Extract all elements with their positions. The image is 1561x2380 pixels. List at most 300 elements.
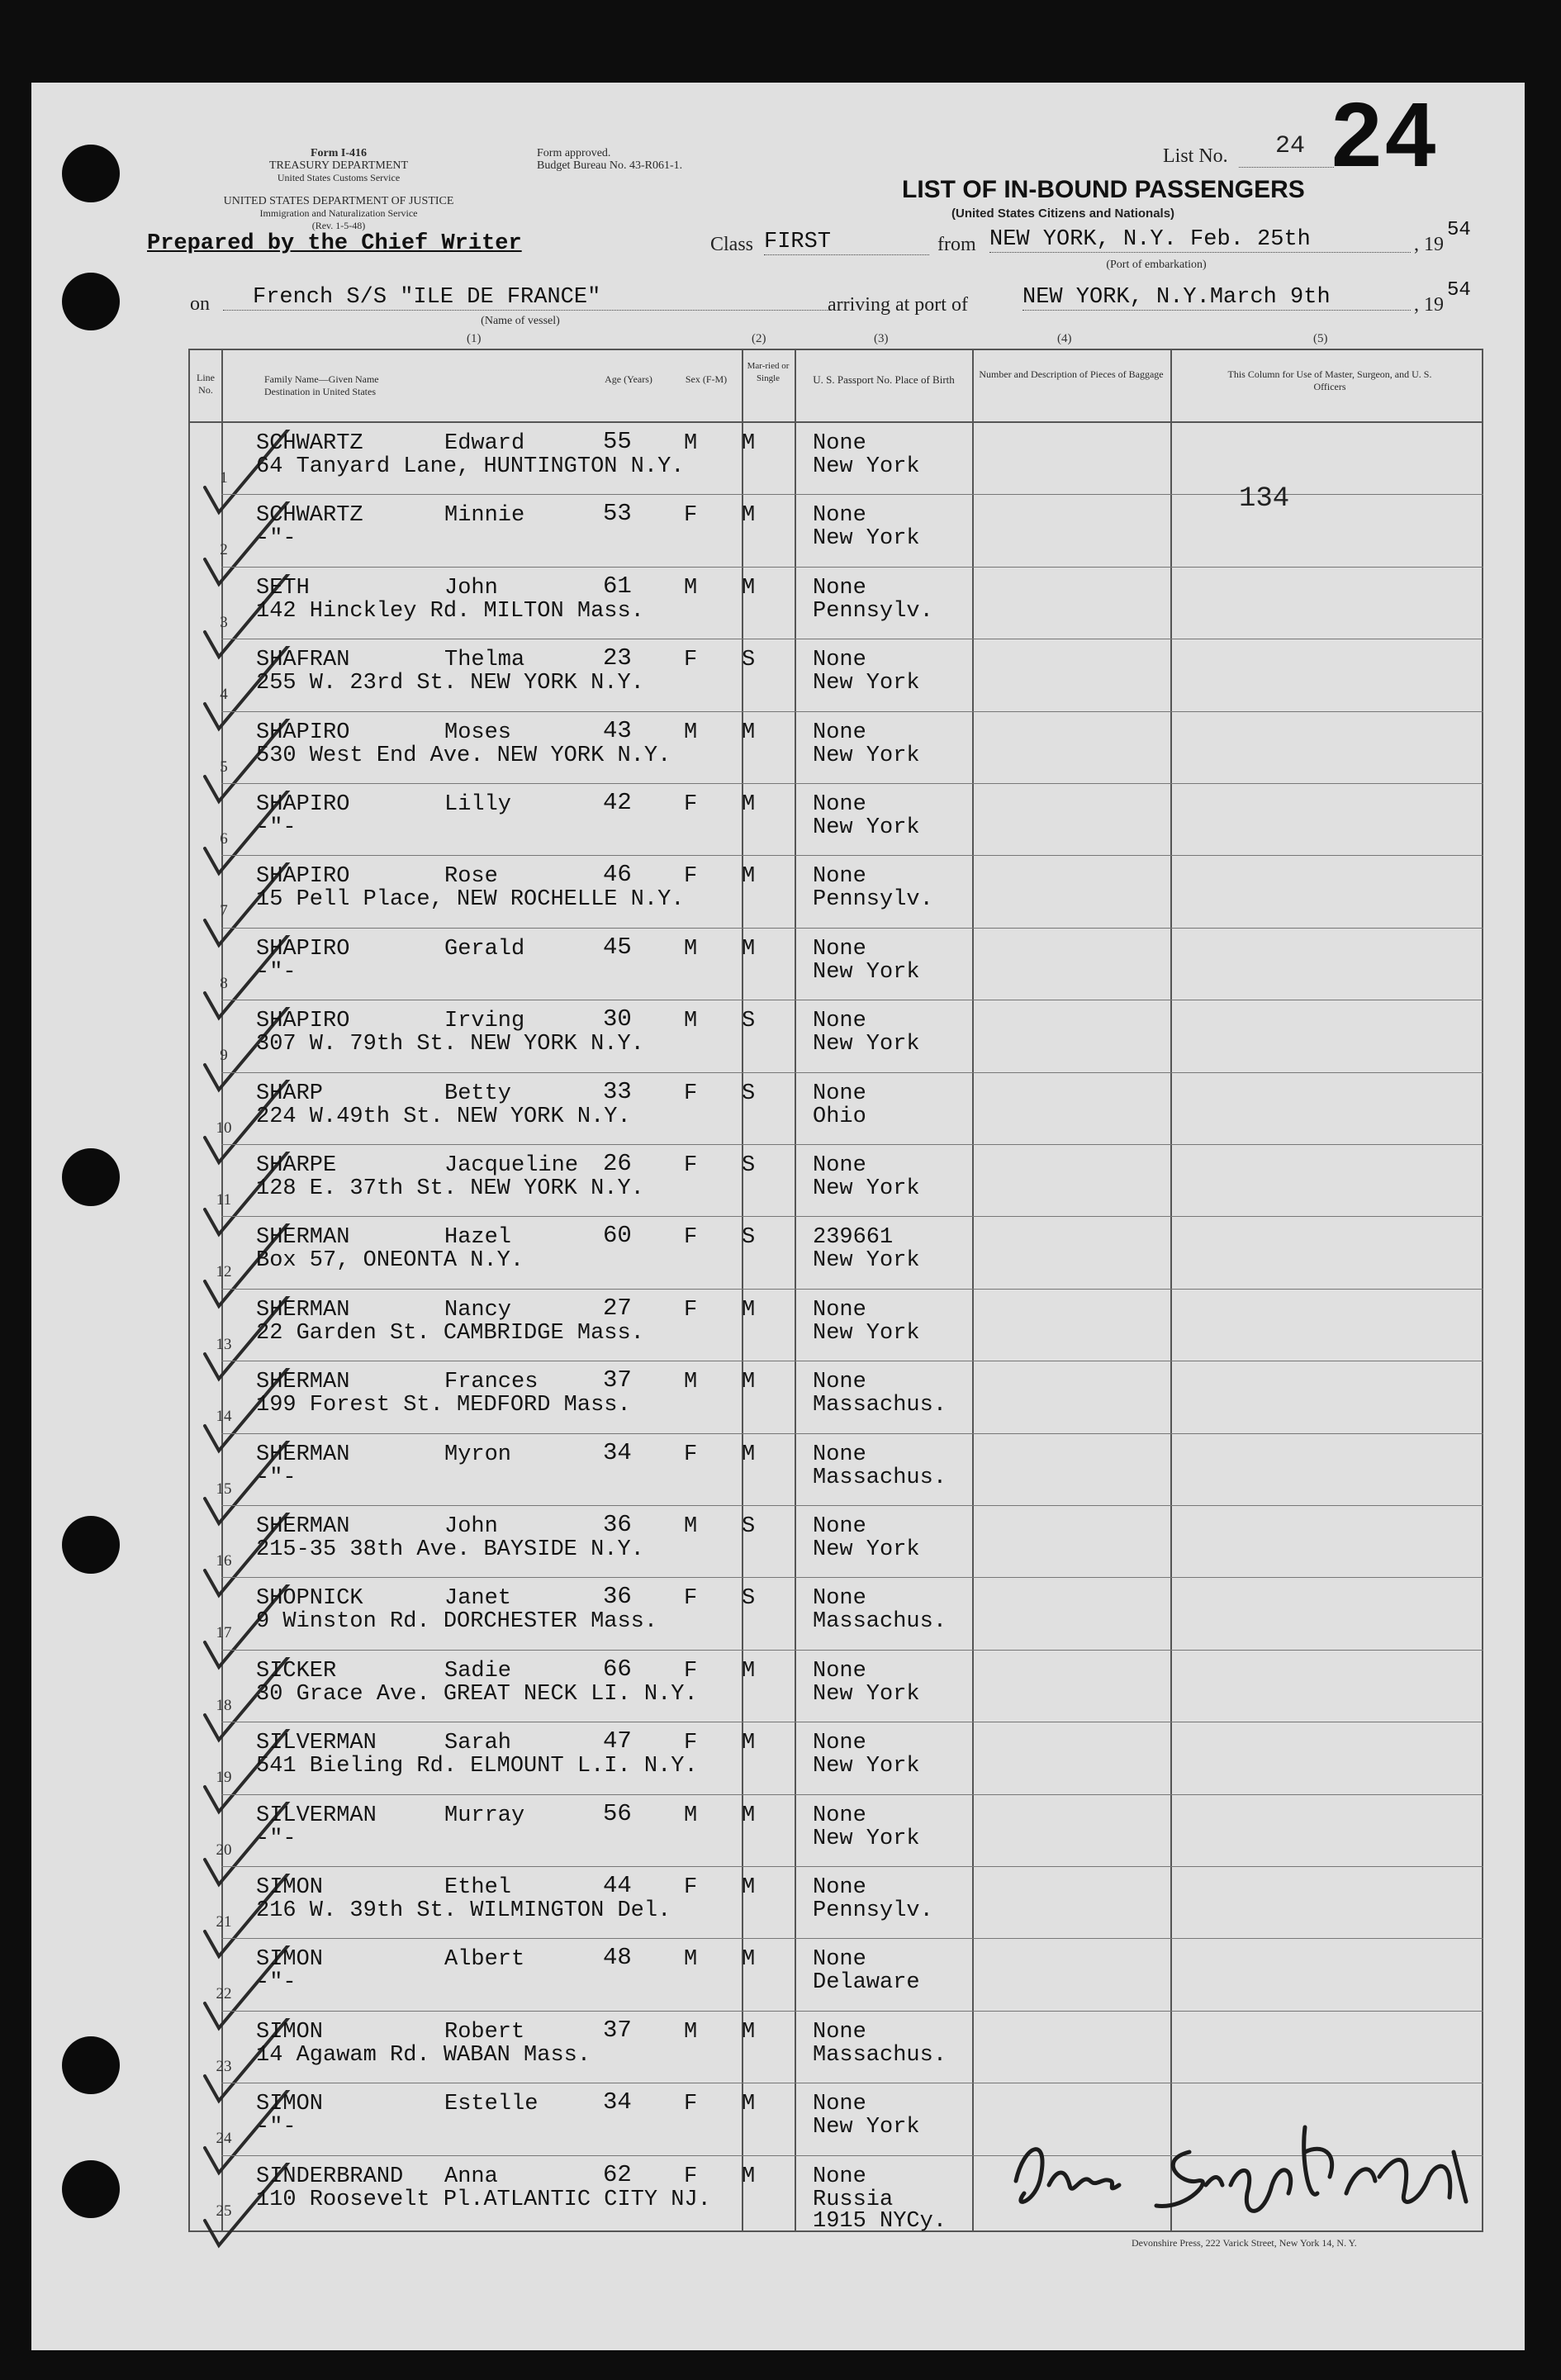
inspector-signature (991, 2102, 1503, 2243)
age: 47 (603, 1727, 632, 1755)
destination-address: -"- (256, 815, 297, 840)
sex: F (684, 1153, 698, 1178)
line-number: 17 (216, 1624, 232, 1642)
family-name: SILVERMAN (256, 1731, 377, 1756)
list-no-label: List No. (1163, 145, 1228, 167)
family-name: SILVERMAN (256, 1803, 377, 1828)
destination-address: -"- (256, 2115, 297, 2140)
place-of-birth: Massachus. (813, 1393, 947, 1418)
passport-number: None (813, 1081, 866, 1106)
line-number: 20 (216, 1841, 232, 1859)
given-name: Albert (444, 1947, 525, 1973)
line-number: 22 (216, 1985, 232, 2003)
place-of-birth: Massachus. (813, 2042, 947, 2068)
age: 23 (603, 644, 632, 672)
passport-number: None (813, 720, 866, 745)
given-name: Minnie (444, 503, 525, 529)
destination-address: Box 57, ONEONTA N.Y. (256, 1248, 524, 1274)
sex: F (684, 2092, 698, 2117)
sex: F (684, 1225, 698, 1251)
line-number: 8 (220, 974, 228, 992)
given-name: John (444, 575, 498, 601)
family-name: SETH (256, 575, 310, 601)
table-row (188, 712, 1483, 785)
given-name: Murray (444, 1803, 525, 1828)
sex: M (684, 1009, 698, 1034)
sex: F (684, 864, 698, 890)
header-line-no: Line No. (197, 372, 215, 396)
age: 37 (603, 2016, 632, 2044)
age: 44 (603, 1872, 632, 1899)
destination-address: 15 Pell Place, NEW ROCHELLE N.Y. (256, 887, 685, 913)
marital-status: M (742, 1297, 756, 1323)
header-name-destination: Family Name—Given Name Destination in United States (264, 373, 379, 397)
sex: M (684, 575, 698, 601)
passport-number: None (813, 648, 866, 673)
age: 61 (603, 572, 632, 600)
passport-number: None (813, 1297, 866, 1323)
table-row (188, 1290, 1483, 1362)
line-number: 19 (216, 1769, 232, 1787)
age: 53 (603, 500, 632, 528)
form-agency-block (215, 147, 463, 184)
given-name: Lilly (444, 792, 512, 817)
marital-status: M (742, 2164, 756, 2189)
marital-status: S (742, 648, 756, 673)
line-number: 12 (216, 1263, 232, 1281)
place-of-birth: New York (813, 1826, 920, 1851)
family-name: SHERMAN (256, 1225, 350, 1251)
family-name: SHERMAN (256, 1514, 350, 1539)
place-of-birth: New York (813, 454, 920, 479)
destination-address: -"- (256, 526, 297, 552)
given-name: Janet (444, 1586, 512, 1612)
family-name: SHARPE (256, 1153, 337, 1178)
year2-suffix: 54 (1447, 279, 1471, 302)
justice-dept: UNITED STATES DEPARTMENT OF JUSTICE (223, 195, 454, 207)
place-of-birth: New York (813, 526, 920, 552)
passport-number: 239661 (813, 1225, 894, 1251)
marital-status: S (742, 1586, 756, 1612)
table-row (188, 1506, 1483, 1579)
destination-address: 9 Winston Rd. DORCHESTER Mass. (256, 1609, 658, 1635)
header-passport: U. S. Passport No. Place of Birth (813, 373, 955, 386)
table-row (188, 1217, 1483, 1290)
year1-suffix: 54 (1447, 219, 1471, 241)
given-name: Sarah (444, 1731, 512, 1756)
marital-status: S (742, 1081, 756, 1106)
place-of-birth: New York (813, 1032, 920, 1057)
line-number: 14 (216, 1408, 232, 1426)
destination-address: 110 Roosevelt Pl.ATLANTIC CITY NJ. (256, 2187, 711, 2212)
family-name: SIMON (256, 1947, 324, 1973)
header-officers: This Column for Use of Master, Surgeon, and U. S. Officers (1227, 368, 1432, 392)
marital-status: M (742, 1442, 756, 1467)
place-of-birth: New York (813, 1681, 920, 1707)
family-name: SHOPNICK (256, 1586, 363, 1612)
col-num-2: (2) (752, 332, 766, 345)
line-number: 4 (220, 686, 228, 704)
given-name: Nancy (444, 1297, 512, 1323)
destination-address: -"- (256, 1465, 297, 1490)
marital-status: M (742, 864, 756, 890)
family-name: SCHWARTZ (256, 431, 363, 456)
naturalization-note: 1915 NYCy. (813, 2208, 947, 2234)
marital-status: M (742, 503, 756, 529)
punch-hole (62, 1148, 120, 1206)
line-number: 2 (220, 541, 228, 559)
family-name: SHAFRAN (256, 648, 350, 673)
passport-number: None (813, 1875, 866, 1900)
marital-status: M (742, 1947, 756, 1973)
passport-number: None (813, 575, 866, 601)
table-row (188, 1795, 1483, 1868)
passport-number: None (813, 1731, 866, 1756)
class-label: Class (710, 234, 754, 255)
place-of-birth: New York (813, 2115, 920, 2140)
line-number: 21 (216, 1913, 232, 1931)
line-number: 16 (216, 1552, 232, 1570)
header-age: Age (Years) (605, 373, 652, 385)
place-of-birth: New York (813, 1537, 920, 1562)
family-name: SHAPIRO (256, 792, 350, 817)
age: 56 (603, 1799, 632, 1827)
place-of-birth: New York (813, 743, 920, 768)
ins-label: Immigration and Naturalization Service (259, 207, 418, 219)
destination-address: 22 Garden St. CAMBRIDGE Mass. (256, 1320, 644, 1346)
passport-number: None (813, 864, 866, 890)
given-name: Irving (444, 1009, 525, 1034)
table-row (188, 1578, 1483, 1651)
form-number: Form I-416 (310, 147, 368, 159)
family-name: SIMON (256, 2092, 324, 2117)
vessel-caption: (Name of vessel) (481, 315, 560, 327)
place-of-birth: New York (813, 1320, 920, 1346)
marital-status: M (742, 792, 756, 817)
sex: F (684, 1875, 698, 1900)
age: 33 (603, 1077, 632, 1105)
age: 27 (603, 1294, 632, 1322)
col-num-3: (3) (874, 332, 889, 345)
header-married: Mar-ried or Single (747, 361, 790, 383)
customs-service: United States Customs Service (277, 172, 401, 183)
table-row (188, 1145, 1483, 1218)
justice-block (186, 195, 491, 232)
passport-number: None (813, 503, 866, 529)
line-number: 6 (220, 830, 228, 848)
marital-status: M (742, 936, 756, 962)
given-name: Edward (444, 431, 525, 456)
passport-number: None (813, 792, 866, 817)
table-row (188, 1867, 1483, 1940)
line-number: 9 (220, 1047, 228, 1065)
place-of-birth: Pennsylv. (813, 1898, 933, 1923)
family-name: SINDERBRAND (256, 2164, 404, 2189)
form-approved: Form approved. (537, 147, 611, 159)
passport-number: None (813, 431, 866, 456)
destination-address: -"- (256, 1826, 297, 1851)
passport-number: None (813, 2092, 866, 2117)
destination-address: 255 W. 23rd St. NEW YORK N.Y. (256, 671, 644, 696)
passport-number: None (813, 1586, 866, 1612)
approval-block (537, 147, 785, 172)
passport-number: None (813, 1803, 866, 1828)
line-number: 5 (220, 758, 228, 776)
marital-status: S (742, 1514, 756, 1539)
sex: F (684, 648, 698, 673)
prepared-by: Prepared by the Chief Writer (147, 231, 522, 256)
treasury-dept: TREASURY DEPARTMENT (268, 159, 409, 172)
marital-status: S (742, 1009, 756, 1034)
passport-number: None (813, 1658, 866, 1684)
given-name: Anna (444, 2164, 498, 2189)
header-baggage: Number and Description of Pieces of Baggage (979, 368, 1164, 380)
place-of-birth: Delaware (813, 1970, 920, 1996)
given-name: Sadie (444, 1658, 512, 1684)
age: 48 (603, 1944, 632, 1972)
sex: M (684, 1514, 698, 1539)
age: 36 (603, 1511, 632, 1538)
table-row (188, 639, 1483, 712)
sex: M (684, 720, 698, 745)
place-of-birth: New York (813, 959, 920, 985)
family-name: SHAPIRO (256, 720, 350, 745)
line-number: 25 (216, 2202, 232, 2220)
table-row (188, 784, 1483, 857)
line-number: 11 (216, 1191, 232, 1209)
table-row (188, 1434, 1483, 1507)
list-no-stamp: 24 (1331, 84, 1440, 186)
punch-hole (62, 2160, 120, 2218)
age: 62 (603, 2160, 632, 2188)
age: 26 (603, 1150, 632, 1177)
passport-number: None (813, 936, 866, 962)
punch-hole (62, 273, 120, 330)
marital-status: S (742, 1225, 756, 1251)
sex: F (684, 1442, 698, 1467)
destination-address: 14 Agawam Rd. WABAN Mass. (256, 2042, 591, 2068)
place-of-birth: Pennsylv. (813, 887, 933, 913)
destination-address: 224 W.49th St. NEW YORK N.Y. (256, 1104, 631, 1129)
printer-footer: Devonshire Press, 222 Varick Street, New York 14, N. Y. (1132, 2237, 1357, 2249)
col-num-4: (4) (1057, 332, 1072, 345)
table-row (188, 1722, 1483, 1795)
line-number: 7 (220, 902, 228, 920)
age: 42 (603, 789, 632, 816)
passport-number: None (813, 2164, 866, 2189)
line-number: 13 (216, 1335, 232, 1353)
table-row (188, 568, 1483, 640)
place-of-birth: New York (813, 671, 920, 696)
destination-address: 216 W. 39th St. WILMINGTON Del. (256, 1898, 671, 1923)
destination-address: 530 West End Ave. NEW YORK N.Y. (256, 743, 671, 768)
class-value: FIRST (764, 230, 929, 255)
line-number: 18 (216, 1696, 232, 1714)
table-row (188, 1939, 1483, 2012)
marital-status: M (742, 1803, 756, 1828)
given-name: Thelma (444, 648, 525, 673)
place-of-birth: New York (813, 1248, 920, 1274)
punch-hole (62, 1516, 120, 1574)
age: 55 (603, 428, 632, 455)
given-name: Robert (444, 2019, 525, 2045)
given-name: Moses (444, 720, 512, 745)
sex: F (684, 2164, 698, 2189)
family-name: SCHWARTZ (256, 503, 363, 529)
sex: F (684, 1658, 698, 1684)
arriving-value: NEW YORK, N.Y.March 9th (1022, 285, 1411, 311)
table-top-border (188, 349, 1483, 350)
passport-number: None (813, 1442, 866, 1467)
marital-status: M (742, 1875, 756, 1900)
place-of-birth: Russia (813, 2187, 894, 2212)
col-num-1: (1) (467, 332, 482, 345)
marital-status: S (742, 1153, 756, 1178)
family-name: SICKER (256, 1658, 337, 1684)
marital-status: M (742, 2092, 756, 2117)
sex: M (684, 431, 698, 456)
line-number: 15 (216, 1480, 232, 1498)
on-label: on (190, 293, 210, 315)
place-of-birth: New York (813, 1176, 920, 1201)
destination-address: 64 Tanyard Lane, HUNTINGTON N.Y. (256, 454, 685, 479)
given-name: John (444, 1514, 498, 1539)
destination-address: 128 E. 37th St. NEW YORK N.Y. (256, 1176, 644, 1201)
age: 30 (603, 1005, 632, 1033)
table-row (188, 1651, 1483, 1723)
destination-address: 142 Hinckley Rd. MILTON Mass. (256, 598, 644, 624)
passport-number: None (813, 1153, 866, 1178)
passport-number: None (813, 2019, 866, 2045)
arriving-label: arriving at port of (828, 294, 968, 316)
line-number: 23 (216, 2057, 232, 2075)
sex: F (684, 503, 698, 529)
col-num-5: (5) (1313, 332, 1328, 345)
place-of-birth: Ohio (813, 1104, 866, 1129)
given-name: Betty (444, 1081, 512, 1106)
sex: F (684, 1081, 698, 1106)
embarkation-caption: (Port of embarkation) (1106, 259, 1207, 271)
line-number: 10 (216, 1119, 232, 1137)
sex: F (684, 1586, 698, 1612)
family-name: SHAPIRO (256, 1009, 350, 1034)
destination-address: 30 Grace Ave. GREAT NECK LI. N.Y. (256, 1681, 698, 1707)
age: 46 (603, 861, 632, 889)
table-row (188, 1073, 1483, 1146)
place-of-birth: New York (813, 1754, 920, 1779)
family-name: SHAPIRO (256, 864, 350, 890)
age: 36 (603, 1583, 632, 1611)
punch-hole (62, 2036, 120, 2094)
given-name: Hazel (444, 1225, 512, 1251)
given-name: Estelle (444, 2092, 539, 2117)
line-number: 24 (216, 2130, 232, 2148)
sex: F (684, 1297, 698, 1323)
from-label: from (937, 234, 976, 255)
sex: M (684, 1803, 698, 1828)
sex: F (684, 792, 698, 817)
destination-address: 199 Forest St. MEDFORD Mass. (256, 1393, 631, 1418)
sex: F (684, 1731, 698, 1756)
marital-status: M (742, 431, 756, 456)
place-of-birth: Massachus. (813, 1465, 947, 1490)
place-of-birth: Massachus. (813, 1609, 947, 1635)
destination-address: 215-35 38th Ave. BAYSIDE N.Y. (256, 1537, 644, 1562)
list-no-field (1239, 124, 1334, 168)
table-row (188, 1361, 1483, 1434)
vessel-name: French S/S "ILE DE FRANCE" (223, 285, 831, 311)
passport-number: None (813, 1370, 866, 1395)
marital-status: M (742, 1658, 756, 1684)
given-name: Rose (444, 864, 498, 890)
marital-status: M (742, 575, 756, 601)
age: 60 (603, 1222, 632, 1250)
family-name: SIMON (256, 1875, 324, 1900)
header-sex: Sex (F-M) (685, 373, 728, 385)
destination-address: 541 Bieling Rd. ELMOUNT L.I. N.Y. (256, 1754, 698, 1779)
place-of-birth: Pennsylv. (813, 598, 933, 624)
marital-status: M (742, 1370, 756, 1395)
age: 34 (603, 1438, 632, 1466)
year2-prefix: , 19 (1414, 294, 1444, 316)
given-name: Jacqueline (444, 1153, 579, 1178)
given-name: Frances (444, 1370, 539, 1395)
budget-bureau: Budget Bureau No. 43-R061-1. (537, 159, 683, 172)
passport-number: None (813, 1514, 866, 1539)
table-row (188, 1000, 1483, 1073)
sex: M (684, 1947, 698, 1973)
place-of-birth: New York (813, 815, 920, 840)
marital-status: M (742, 2019, 756, 2045)
passport-number: None (813, 1009, 866, 1034)
age: 43 (603, 716, 632, 744)
sex: M (684, 1370, 698, 1395)
table-row (188, 929, 1483, 1001)
marital-status: M (742, 720, 756, 745)
given-name: Gerald (444, 936, 525, 962)
year1-prefix: , 19 (1414, 234, 1444, 255)
marital-status: M (742, 1731, 756, 1756)
page-title: LIST OF IN-BOUND PASSENGERS (902, 176, 1305, 203)
punch-hole (62, 145, 120, 202)
revision: (Rev. 1-5-48) (311, 220, 366, 231)
sex: M (684, 936, 698, 962)
destination-address: -"- (256, 959, 297, 985)
age: 34 (603, 2088, 632, 2116)
given-name: Ethel (444, 1875, 512, 1900)
line-number: 3 (220, 613, 228, 631)
age: 66 (603, 1655, 632, 1683)
destination-address: 307 W. 79th St. NEW YORK N.Y. (256, 1032, 644, 1057)
family-name: SIMON (256, 2019, 324, 2045)
destination-address: -"- (256, 1970, 297, 1996)
given-name: Myron (444, 1442, 512, 1467)
officer-annotation: 134 (1239, 483, 1290, 515)
family-name: SHARP (256, 1081, 324, 1106)
table-row (188, 2012, 1483, 2084)
age: 37 (603, 1366, 632, 1394)
line-number: 1 (220, 469, 228, 487)
family-name: SHERMAN (256, 1442, 350, 1467)
from-value: NEW YORK, N.Y. Feb. 25th (989, 227, 1411, 253)
sex: M (684, 2019, 698, 2045)
page-subtitle: (United States Citizens and Nationals) (951, 207, 1175, 221)
passport-number: None (813, 1947, 866, 1973)
family-name: SHERMAN (256, 1297, 350, 1323)
list-no-handwritten: 24 (1275, 132, 1306, 160)
family-name: SHERMAN (256, 1370, 350, 1395)
table-row (188, 856, 1483, 929)
